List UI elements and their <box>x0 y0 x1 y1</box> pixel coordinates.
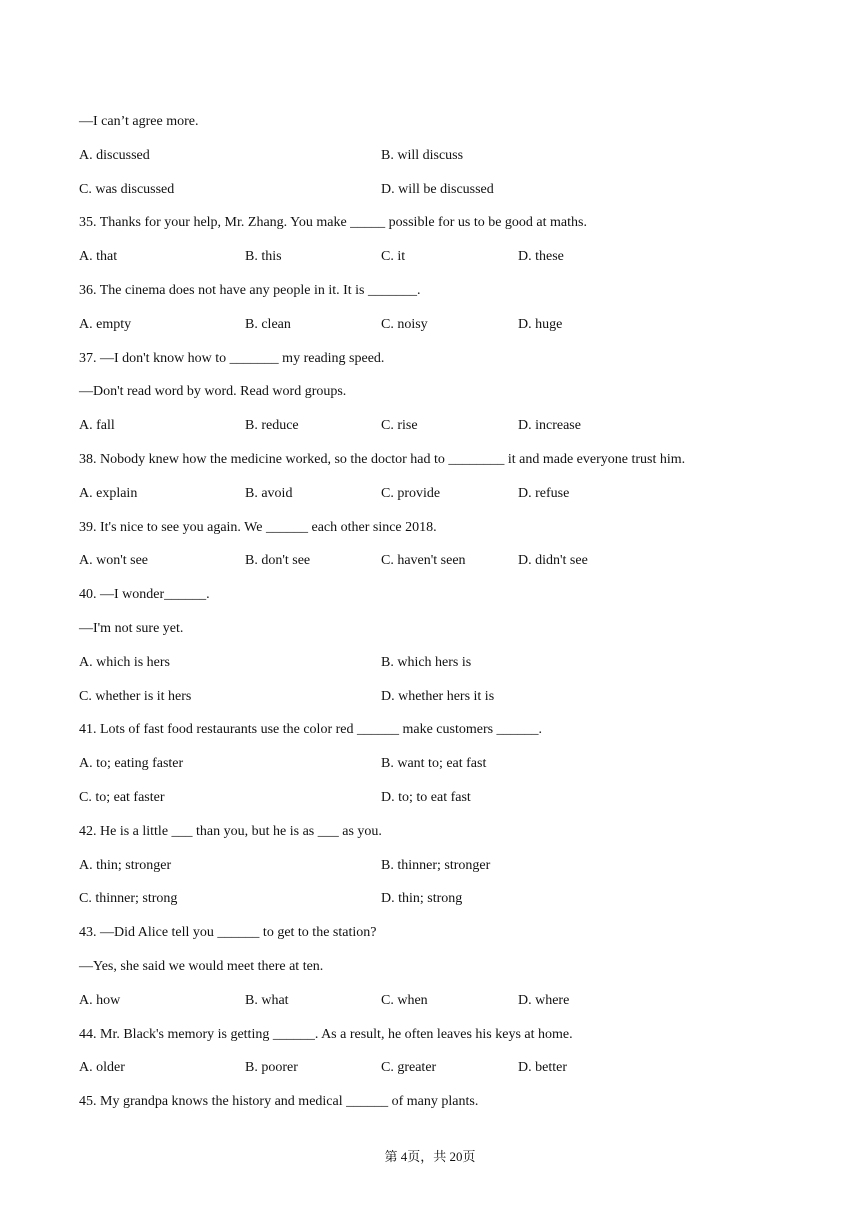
answer-option: C. greater <box>381 1060 437 1076</box>
question-line: 41. Lots of fast food restaurants use the color red ______ make customers ______. <box>79 722 543 738</box>
answer-option: C. haven't seen <box>381 553 466 569</box>
question-line: 44. Mr. Black's memory is getting ______. As a result, he often leaves his keys at home. <box>79 1026 573 1042</box>
question-line: 40. —I wonder______. <box>79 587 210 603</box>
question-line: 35. Thanks for your help, Mr. Zhang. You make _____ possible for us to be good at maths. <box>79 215 587 231</box>
answer-option: A. explain <box>79 485 138 501</box>
answer-option: A. thin; stronger <box>79 857 172 873</box>
answer-option: D. these <box>518 249 564 265</box>
page-footer: 第 4页，共 20页 <box>384 1149 476 1164</box>
question-line: —I can’t agree more. <box>79 114 199 129</box>
answer-option: A. won't see <box>79 553 149 569</box>
answer-option: D. where <box>518 992 570 1008</box>
answer-option: A. that <box>79 249 118 265</box>
question-line: 36. The cinema does not have any people in it. It is _______. <box>79 283 421 298</box>
answer-option: B. clean <box>245 316 291 332</box>
answer-option: C. was discussed <box>79 181 175 197</box>
answer-option: B. want to; eat fast <box>381 756 487 772</box>
answer-option: D. didn't see <box>518 553 588 569</box>
answer-option: A. to; eating faster <box>79 756 184 772</box>
answer-option: D. to; to eat fast <box>381 790 471 805</box>
answer-option: A. which is hers <box>79 654 170 670</box>
question-line: —I'm not sure yet. <box>79 621 184 636</box>
answer-option: A. older <box>79 1060 125 1076</box>
answer-option: D. whether hers it is <box>381 688 495 704</box>
answer-option: B. thinner; stronger <box>381 857 491 873</box>
answer-option: B. will discuss <box>381 147 464 163</box>
question-line: 42. He is a little ___ than you, but he is as ___ as you. <box>79 823 382 839</box>
answer-option: B. reduce <box>245 418 299 434</box>
answer-option: B. avoid <box>245 485 293 501</box>
answer-option: C. it <box>381 249 406 265</box>
answer-option: B. poorer <box>245 1060 298 1076</box>
answer-option: C. to; eat faster <box>79 790 165 805</box>
answer-option: C. thinner; strong <box>79 891 178 907</box>
answer-option: C. provide <box>381 485 441 501</box>
answer-option: A. empty <box>79 316 132 332</box>
question-line: 45. My grandpa knows the history and medical ______ of many plants. <box>79 1094 479 1110</box>
answer-option: B. what <box>245 992 289 1008</box>
answer-option: D. will be discussed <box>381 181 494 197</box>
answer-option: A. how <box>79 992 121 1008</box>
answer-option: D. increase <box>518 418 581 434</box>
question-line: 37. —I don't know how to _______ my reading speed. <box>79 350 385 366</box>
question-line: 38. Nobody knew how the medicine worked, so the doctor had to ________ it and made everyone trust him. <box>79 452 686 467</box>
answer-option: B. which hers is <box>381 654 472 670</box>
answer-option: A. discussed <box>79 147 150 163</box>
answer-option: D. better <box>518 1060 567 1076</box>
question-line: 39. It's nice to see you again. We ______ each other since 2018. <box>79 519 437 535</box>
answer-option: C. noisy <box>381 316 428 332</box>
answer-option: B. this <box>245 249 282 265</box>
answer-option: C. when <box>381 992 428 1008</box>
question-line: 43. —Did Alice tell you ______ to get to the station? <box>79 925 377 941</box>
question-line: —Don't read word by word. Read word groups. <box>79 384 347 400</box>
answer-option: D. refuse <box>518 485 570 501</box>
answer-option: C. rise <box>381 418 418 434</box>
answer-option: D. thin; strong <box>381 891 463 907</box>
answer-option: A. fall <box>79 418 115 434</box>
answer-option: D. huge <box>518 316 563 332</box>
question-line: —Yes, she said we would meet there at ten. <box>79 959 324 974</box>
answer-option: C. whether is it hers <box>79 688 192 704</box>
answer-option: B. don't see <box>245 553 311 569</box>
